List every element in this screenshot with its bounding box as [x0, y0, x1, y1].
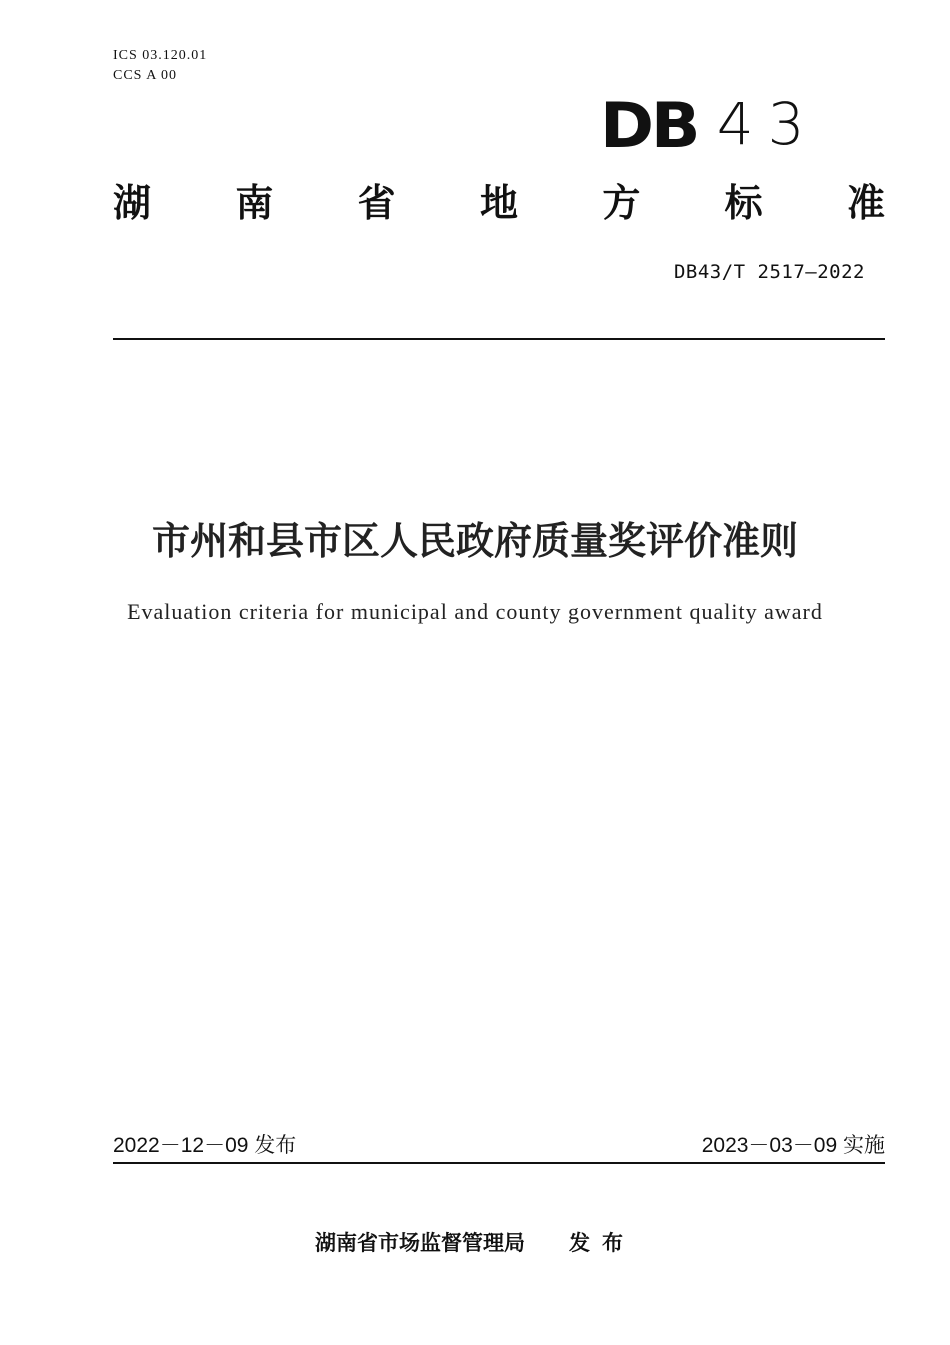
classification-codes	[113, 46, 207, 86]
top-divider	[113, 338, 885, 340]
standard-type-char: 省	[357, 181, 396, 225]
standard-type-char: 准	[846, 181, 885, 225]
standard-type-char: 地	[479, 181, 518, 225]
db-logo-prefix: DB	[600, 89, 698, 162]
publisher-action: 发布	[569, 1231, 635, 1255]
bottom-divider	[113, 1162, 885, 1164]
title-english: Evaluation criteria for municipal and county government quality award	[127, 599, 823, 624]
db-logo-code: 43	[716, 90, 819, 158]
ics-code: ICS 03.120.01	[113, 48, 208, 63]
standard-type-heading	[113, 178, 885, 228]
standard-type-char: 南	[235, 181, 274, 225]
db-logo	[600, 89, 819, 162]
standard-number: DB43/T 2517—2022	[673, 261, 865, 283]
standard-type-char: 标	[724, 181, 763, 225]
publisher-line	[0, 1228, 950, 1258]
title-chinese: 市州和县市区人民政府质量奖评价准则	[151, 519, 798, 563]
publisher-name: 湖南省市场监督管理局	[315, 1231, 525, 1255]
issue-date: 2022－12－09 发布	[113, 1134, 297, 1157]
ccs-code: CCS A 00	[113, 68, 178, 83]
effective-date: 2023－03－09 实施	[701, 1134, 885, 1157]
standard-type-char: 湖	[113, 181, 152, 225]
standard-type-char: 方	[602, 181, 641, 225]
